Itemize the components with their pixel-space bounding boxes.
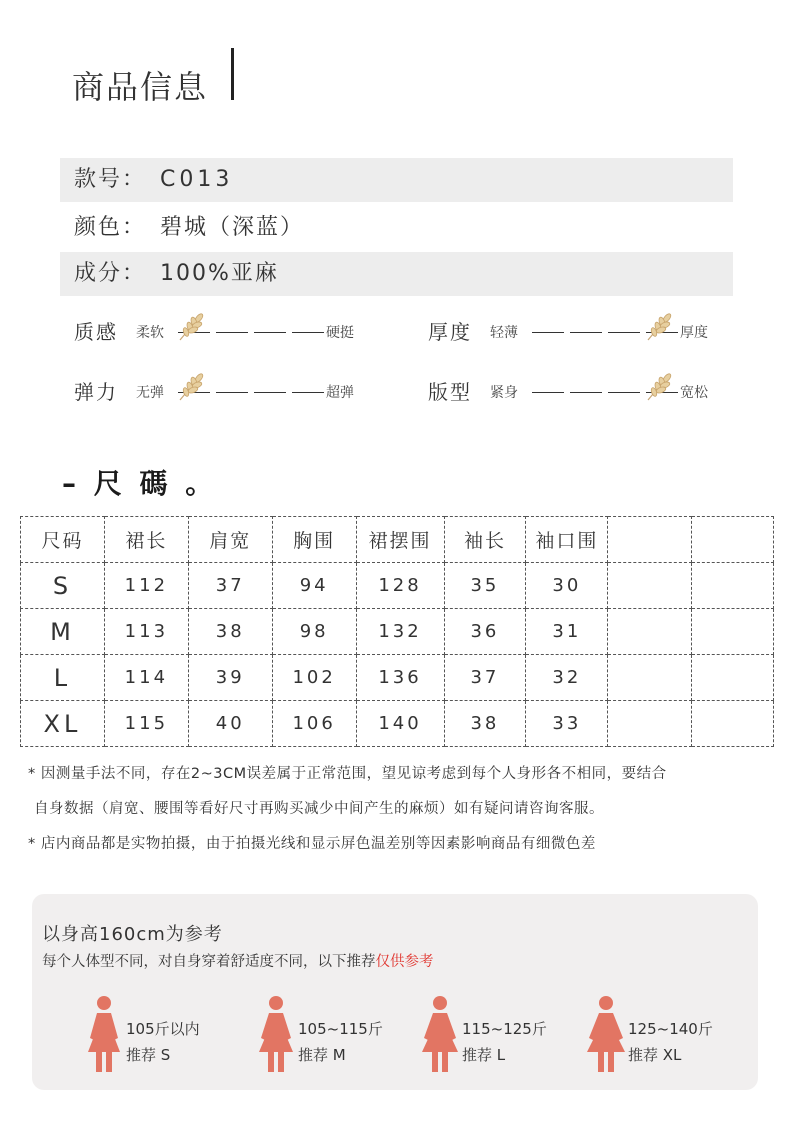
title-divider bbox=[231, 48, 234, 100]
measurement-cell bbox=[692, 701, 774, 747]
scale-dash bbox=[216, 392, 248, 393]
measurement-cell bbox=[608, 701, 692, 747]
measurement-cell: 33 bbox=[526, 701, 608, 747]
attr-low: 柔软 bbox=[136, 325, 164, 341]
size-label-cell: XL bbox=[21, 701, 105, 747]
measurement-cell: 113 bbox=[104, 609, 188, 655]
scale-dash bbox=[254, 332, 286, 333]
size-recommendation bbox=[584, 994, 754, 1074]
header-cell: 袖长 bbox=[444, 517, 526, 563]
color-difference-note: * 店内商品都是实物拍摄，由于拍摄光线和显示屏色温差别等因素影响商品有细微色差 bbox=[28, 836, 596, 852]
attr-name: 版型 bbox=[428, 380, 472, 404]
color-row bbox=[60, 206, 733, 250]
wheat-icon bbox=[174, 310, 208, 344]
header-cell: 袖口围 bbox=[526, 517, 608, 563]
measurement-cell: 94 bbox=[272, 563, 356, 609]
attr-high: 硬挺 bbox=[326, 325, 354, 341]
measurement-cell bbox=[692, 655, 774, 701]
reference-subtitle-text: 每个人体型不同，对自身穿着舒适度不同，以下推荐 bbox=[42, 954, 376, 970]
header-cell: 胸围 bbox=[272, 517, 356, 563]
weight-range: 125~140斤 bbox=[628, 1020, 713, 1038]
recommended-size: 推荐 XL bbox=[628, 1046, 682, 1064]
measurement-cell: 35 bbox=[444, 563, 526, 609]
recommended-size: 推荐 L bbox=[462, 1046, 506, 1064]
scale-dash bbox=[292, 392, 324, 393]
scale-dash bbox=[292, 332, 324, 333]
measurement-cell: 36 bbox=[444, 609, 526, 655]
style-number-value: C013 bbox=[160, 167, 234, 192]
header-cell: 尺码 bbox=[21, 517, 105, 563]
measurement-cell: 112 bbox=[104, 563, 188, 609]
wheat-icon bbox=[642, 370, 676, 404]
attr-low: 无弹 bbox=[136, 385, 164, 401]
measurement-cell: 98 bbox=[272, 609, 356, 655]
attr-name: 质感 bbox=[74, 320, 118, 344]
table-row bbox=[21, 563, 774, 609]
reference-subtitle bbox=[42, 950, 434, 971]
attr-high: 宽松 bbox=[680, 385, 708, 401]
measurement-cell: 140 bbox=[356, 701, 444, 747]
style-number-label: 款号： bbox=[74, 167, 147, 192]
size-recommendation bbox=[254, 994, 424, 1074]
scale-dash bbox=[532, 392, 564, 393]
measurement-cell: 128 bbox=[356, 563, 444, 609]
header-cell: 裙摆围 bbox=[356, 517, 444, 563]
size-table-header bbox=[21, 517, 774, 563]
size-section-heading: – 尺 碼 。 bbox=[62, 467, 218, 500]
measurement-cell: 32 bbox=[526, 655, 608, 701]
material-label: 成分： bbox=[74, 261, 147, 286]
table-row bbox=[21, 655, 774, 701]
measurement-cell: 132 bbox=[356, 609, 444, 655]
header-cell bbox=[608, 517, 692, 563]
scale-dash bbox=[532, 332, 564, 333]
weight-range: 115~125斤 bbox=[462, 1020, 547, 1038]
size-label-cell: L bbox=[21, 655, 105, 701]
reference-title: 以身高160cm为参考 bbox=[42, 924, 223, 945]
measurement-cell bbox=[692, 563, 774, 609]
material-value: 100%亚麻 bbox=[160, 261, 279, 286]
style-number-row bbox=[60, 158, 733, 202]
measurement-cell: 136 bbox=[356, 655, 444, 701]
measurement-cell: 30 bbox=[526, 563, 608, 609]
attr-thickness bbox=[428, 316, 728, 356]
scale-dash bbox=[570, 332, 602, 333]
header-cell bbox=[692, 517, 774, 563]
recommended-size: 推荐 M bbox=[298, 1046, 346, 1064]
measurement-cell: 37 bbox=[188, 563, 272, 609]
wheat-icon bbox=[174, 370, 208, 404]
measurement-cell bbox=[608, 563, 692, 609]
table-row bbox=[21, 701, 774, 747]
measurement-cell: 39 bbox=[188, 655, 272, 701]
measurement-cell: 38 bbox=[188, 609, 272, 655]
attr-texture bbox=[74, 316, 374, 356]
recommended-size: 推荐 S bbox=[126, 1046, 171, 1064]
measurement-cell: 114 bbox=[104, 655, 188, 701]
attr-name: 弹力 bbox=[74, 380, 118, 404]
size-label-cell: S bbox=[21, 563, 105, 609]
weight-range: 105斤以内 bbox=[126, 1020, 200, 1038]
reference-disclaimer: 仅供参考 bbox=[375, 954, 434, 970]
measurement-note-cont: 自身数据（肩宽、腰围等看好尺寸再购买减少中间产生的麻烦）如有疑问请咨询客服。 bbox=[34, 801, 604, 817]
scale-dash bbox=[254, 392, 286, 393]
scale-dash bbox=[216, 332, 248, 333]
measurement-cell bbox=[692, 609, 774, 655]
attr-name: 厚度 bbox=[428, 320, 472, 344]
measurement-cell: 115 bbox=[104, 701, 188, 747]
color-label: 颜色： bbox=[74, 215, 147, 240]
measurement-cell: 106 bbox=[272, 701, 356, 747]
attr-low: 紧身 bbox=[490, 385, 518, 401]
page-title: 商品信息 bbox=[72, 68, 209, 106]
attr-fit bbox=[428, 376, 728, 416]
wheat-icon bbox=[642, 310, 676, 344]
weight-range: 105~115斤 bbox=[298, 1020, 383, 1038]
attr-high: 厚度 bbox=[680, 325, 708, 341]
measurement-cell: 31 bbox=[526, 609, 608, 655]
attr-high: 超弹 bbox=[326, 385, 354, 401]
scale-dash bbox=[608, 332, 640, 333]
table-row bbox=[21, 609, 774, 655]
size-table bbox=[20, 516, 774, 747]
height-reference-panel bbox=[32, 894, 758, 1090]
size-label-cell: M bbox=[21, 609, 105, 655]
measurement-cell: 38 bbox=[444, 701, 526, 747]
measurement-cell bbox=[608, 655, 692, 701]
attr-low: 轻薄 bbox=[490, 325, 518, 341]
attr-elasticity bbox=[74, 376, 374, 416]
measurement-note: * 因测量手法不同，存在2~3CM误差属于正常范围，望见谅考虑到每个人身形各不相同，要结合 bbox=[28, 766, 667, 782]
measurement-cell: 37 bbox=[444, 655, 526, 701]
measurement-cell: 102 bbox=[272, 655, 356, 701]
size-recommendation bbox=[82, 994, 252, 1074]
color-value: 碧城（深蓝） bbox=[160, 215, 305, 240]
scale-dash bbox=[608, 392, 640, 393]
size-recommendation bbox=[418, 994, 588, 1074]
header-cell: 裙长 bbox=[104, 517, 188, 563]
scale-dash bbox=[570, 392, 602, 393]
measurement-cell bbox=[608, 609, 692, 655]
header-cell: 肩宽 bbox=[188, 517, 272, 563]
material-row bbox=[60, 252, 733, 296]
measurement-cell: 40 bbox=[188, 701, 272, 747]
